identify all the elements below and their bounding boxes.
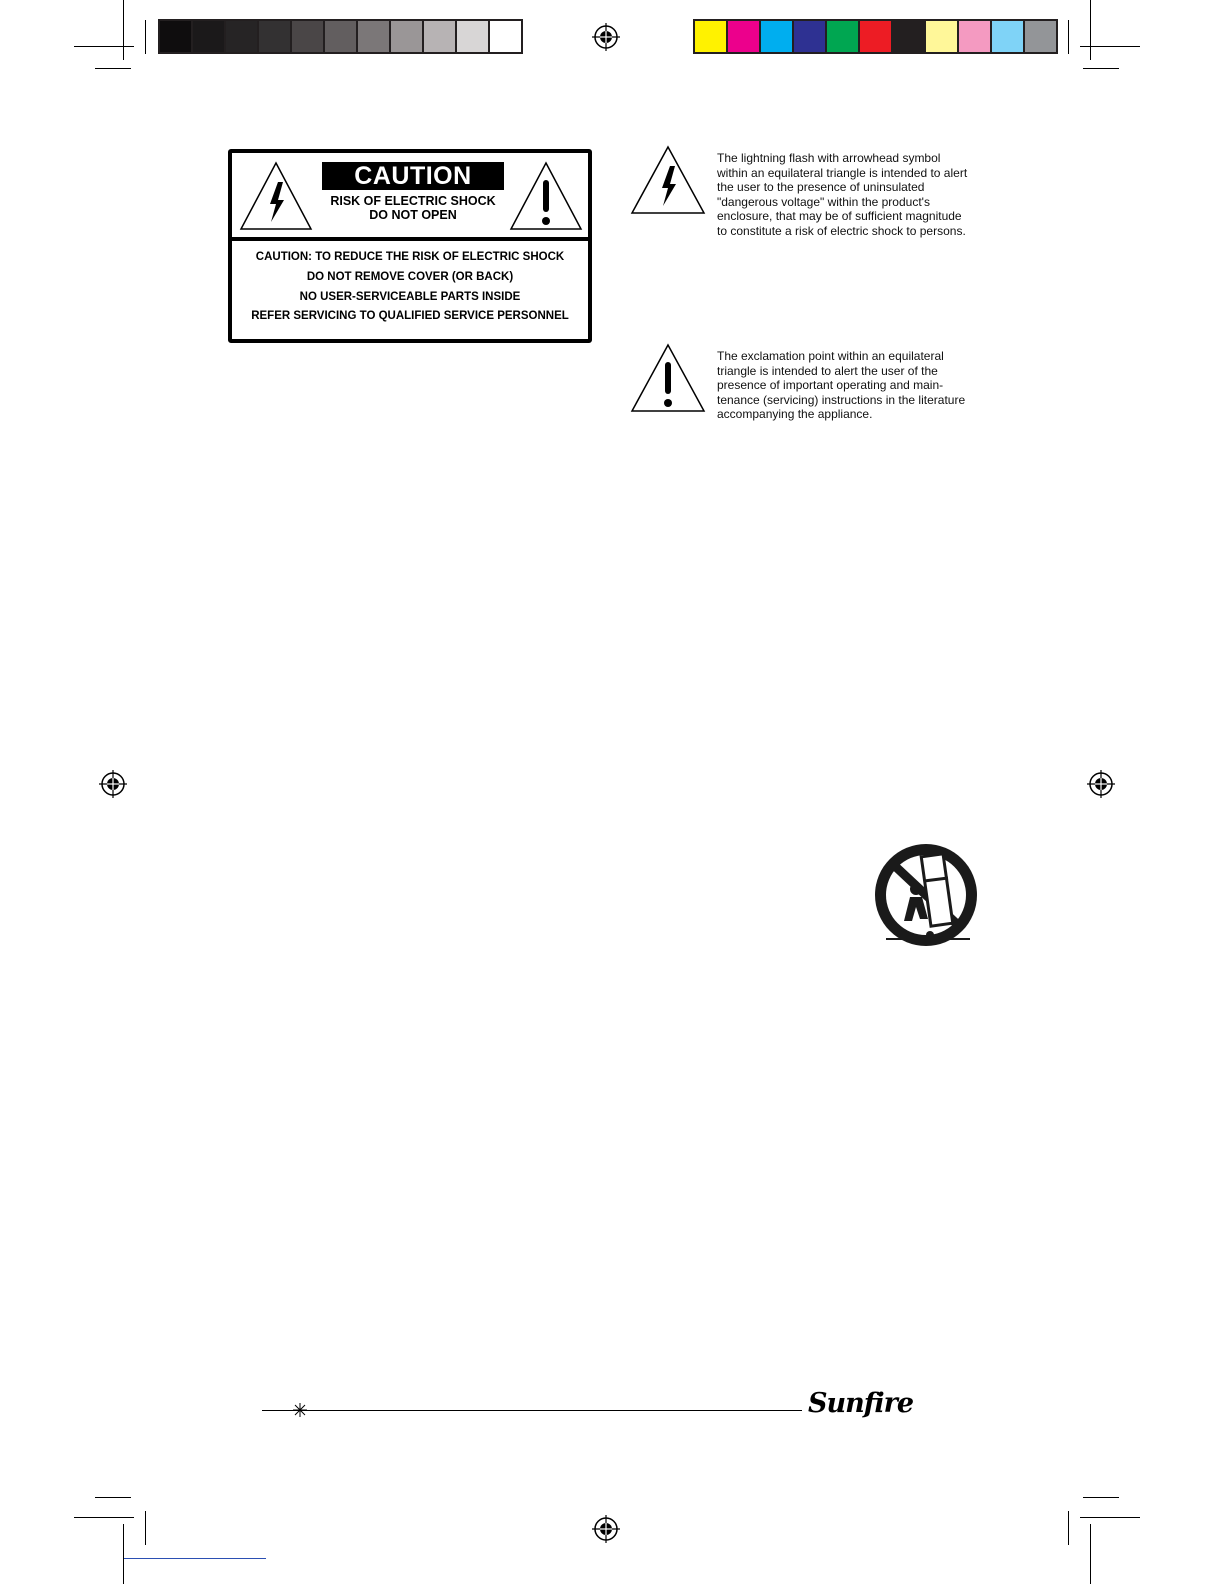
note-line: the user to the presence of uninsulated xyxy=(717,180,925,194)
color-swatch xyxy=(1025,21,1056,52)
color-swatch xyxy=(457,21,488,52)
color-swatch xyxy=(695,21,726,52)
note-line: "dangerous voltage" within the product's xyxy=(717,194,930,209)
color-swatch xyxy=(728,21,759,52)
registration-mark-top xyxy=(592,23,620,51)
color-swatch xyxy=(358,21,389,52)
color-swatch xyxy=(926,21,957,52)
note-line: The exclamation point within an equilateral xyxy=(717,349,944,363)
caution-label xyxy=(228,149,592,343)
note-line: tenance (servicing) instructions in the literature xyxy=(717,392,966,407)
color-swatch xyxy=(259,21,290,52)
caution-risk-line-1: RISK OF ELECTRIC SHOCK xyxy=(330,194,496,208)
note-line: accompanying the appliance. xyxy=(717,407,873,421)
color-swatch xyxy=(893,21,924,52)
registration-mark-left xyxy=(99,770,127,798)
color-swatch xyxy=(794,21,825,52)
note-line: within an equilateral triangle is intended to alert xyxy=(717,165,968,180)
lightning-triangle-icon xyxy=(238,160,314,232)
star-ornament-icon xyxy=(293,1403,307,1417)
registration-mark-right xyxy=(1087,770,1115,798)
color-swatch xyxy=(160,21,191,52)
exclamation-triangle-icon xyxy=(508,160,584,232)
color-swatch xyxy=(827,21,858,52)
caution-line-1: CAUTION: TO REDUCE THE RISK OF ELECTRIC SHOCK xyxy=(255,251,565,263)
brand-logo: Sunfire xyxy=(808,1388,914,1419)
color-swatch xyxy=(391,21,422,52)
footer-rule xyxy=(262,1410,802,1411)
color-swatch xyxy=(292,21,323,52)
color-swatch xyxy=(992,21,1023,52)
lightning-symbol-note xyxy=(717,151,997,238)
note-line: triangle is intended to alert the user of the xyxy=(717,363,938,378)
color-swatch xyxy=(860,21,891,52)
caution-title: CAUTION xyxy=(322,162,504,190)
caution-line-3: NO USER-SERVICEABLE PARTS INSIDE xyxy=(299,291,521,303)
color-swatch xyxy=(490,21,521,52)
exclamation-triangle-icon xyxy=(629,342,707,414)
grayscale-color-bar xyxy=(158,19,523,54)
lightning-triangle-icon xyxy=(629,144,707,216)
color-swatch xyxy=(193,21,224,52)
color-swatch xyxy=(325,21,356,52)
exclamation-symbol-note xyxy=(717,349,997,422)
color-swatch xyxy=(424,21,455,52)
cart-tip-over-warning-icon xyxy=(872,841,982,951)
color-swatch xyxy=(226,21,257,52)
caution-risk-line-2: DO NOT OPEN xyxy=(369,208,457,222)
color-swatch xyxy=(959,21,990,52)
registration-mark-bottom xyxy=(592,1515,620,1543)
caution-divider xyxy=(232,237,588,241)
note-line: to constitute a risk of electric shock to persons. xyxy=(717,223,966,238)
note-line: enclosure, that may be of sufficient magnitude xyxy=(717,209,962,223)
color-swatch xyxy=(761,21,792,52)
note-line: presence of important operating and main- xyxy=(717,378,944,392)
process-color-bar xyxy=(693,19,1058,54)
caution-line-4: REFER SERVICING TO QUALIFIED SERVICE PERSONNEL xyxy=(251,310,569,322)
caution-line-2: DO NOT REMOVE COVER (OR BACK) xyxy=(306,271,514,283)
note-line: The lightning flash with arrowhead symbol xyxy=(717,151,941,165)
